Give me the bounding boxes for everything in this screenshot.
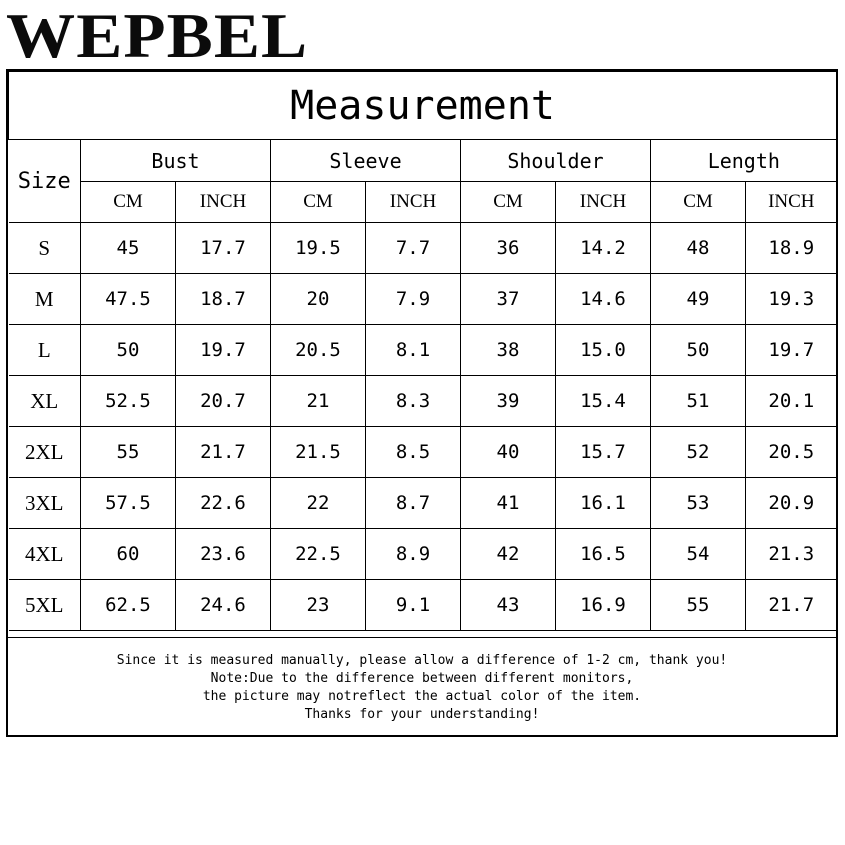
value-cell: 21.5 [271, 427, 366, 478]
table-row [9, 478, 837, 529]
brand-logo: WEPBEL [6, 0, 309, 71]
note-line: Note:Due to the difference between different monitors, [210, 671, 634, 686]
value-cell: 43 [461, 580, 556, 631]
value-cell: 16.5 [556, 529, 651, 580]
value-cell: 20.7 [176, 376, 271, 427]
group-header-bust: Bust [81, 140, 271, 182]
table-row [9, 529, 837, 580]
value-cell: 37 [461, 274, 556, 325]
value-cell: 38 [461, 325, 556, 376]
size-cell: 2XL [9, 427, 81, 478]
value-cell: 8.7 [366, 478, 461, 529]
table-row [9, 376, 837, 427]
value-cell: 8.9 [366, 529, 461, 580]
value-cell: 21.3 [746, 529, 837, 580]
table-row [9, 325, 837, 376]
value-cell: 52.5 [81, 376, 176, 427]
value-cell: 19.7 [176, 325, 271, 376]
value-cell: 15.4 [556, 376, 651, 427]
value-cell: 15.0 [556, 325, 651, 376]
value-cell: 14.6 [556, 274, 651, 325]
value-cell: 18.7 [176, 274, 271, 325]
value-cell: 54 [651, 529, 746, 580]
value-cell: 21.7 [176, 427, 271, 478]
size-cell: L [9, 325, 81, 376]
value-cell: 36 [461, 223, 556, 274]
value-cell: 16.9 [556, 580, 651, 631]
measurement-table [8, 71, 837, 631]
value-cell: 50 [651, 325, 746, 376]
value-cell: 15.7 [556, 427, 651, 478]
value-cell: 53 [651, 478, 746, 529]
value-cell: 8.5 [366, 427, 461, 478]
unit-header: CM [461, 182, 556, 223]
size-header: Size [9, 140, 81, 223]
table-row [9, 427, 837, 478]
unit-header: CM [651, 182, 746, 223]
value-cell: 20.1 [746, 376, 837, 427]
value-cell: 41 [461, 478, 556, 529]
value-cell: 7.9 [366, 274, 461, 325]
group-header-length: Length [651, 140, 837, 182]
value-cell: 57.5 [81, 478, 176, 529]
unit-header: INCH [746, 182, 837, 223]
unit-header: INCH [366, 182, 461, 223]
group-header-shoulder: Shoulder [461, 140, 651, 182]
value-cell: 22.5 [271, 529, 366, 580]
value-cell: 20.5 [746, 427, 837, 478]
note-line: the picture may notreflect the actual color of the item. [202, 689, 642, 704]
value-cell: 22 [271, 478, 366, 529]
value-cell: 20.9 [746, 478, 837, 529]
note-line: Thanks for your understanding! [304, 707, 540, 722]
note-line: Since it is measured manually, please allow a difference of 1-2 cm, thank you! [116, 653, 728, 668]
value-cell: 42 [461, 529, 556, 580]
value-cell: 62.5 [81, 580, 176, 631]
size-chart [6, 69, 838, 737]
size-cell: S [9, 223, 81, 274]
value-cell: 52 [651, 427, 746, 478]
value-cell: 23 [271, 580, 366, 631]
table-row [9, 223, 837, 274]
size-cell: XL [9, 376, 81, 427]
unit-header: CM [81, 182, 176, 223]
group-header-sleeve: Sleeve [271, 140, 461, 182]
value-cell: 7.7 [366, 223, 461, 274]
value-cell: 23.6 [176, 529, 271, 580]
value-cell: 60 [81, 529, 176, 580]
value-cell: 22.6 [176, 478, 271, 529]
value-cell: 45 [81, 223, 176, 274]
value-cell: 55 [651, 580, 746, 631]
value-cell: 40 [461, 427, 556, 478]
size-cell: M [9, 274, 81, 325]
value-cell: 19.7 [746, 325, 837, 376]
size-cell: 5XL [9, 580, 81, 631]
unit-header: CM [271, 182, 366, 223]
value-cell: 17.7 [176, 223, 271, 274]
value-cell: 24.6 [176, 580, 271, 631]
value-cell: 49 [651, 274, 746, 325]
value-cell: 14.2 [556, 223, 651, 274]
value-cell: 20.5 [271, 325, 366, 376]
value-cell: 20 [271, 274, 366, 325]
value-cell: 16.1 [556, 478, 651, 529]
value-cell: 48 [651, 223, 746, 274]
table-row [9, 580, 837, 631]
notes-block [8, 637, 836, 735]
value-cell: 21 [271, 376, 366, 427]
size-cell: 4XL [9, 529, 81, 580]
value-cell: 8.1 [366, 325, 461, 376]
table-title: Measurement [9, 72, 837, 140]
value-cell: 18.9 [746, 223, 837, 274]
value-cell: 19.5 [271, 223, 366, 274]
size-cell: 3XL [9, 478, 81, 529]
value-cell: 50 [81, 325, 176, 376]
value-cell: 47.5 [81, 274, 176, 325]
value-cell: 19.3 [746, 274, 837, 325]
value-cell: 21.7 [746, 580, 837, 631]
unit-header: INCH [556, 182, 651, 223]
value-cell: 39 [461, 376, 556, 427]
table-row [9, 274, 837, 325]
value-cell: 55 [81, 427, 176, 478]
value-cell: 9.1 [366, 580, 461, 631]
value-cell: 8.3 [366, 376, 461, 427]
unit-header: INCH [176, 182, 271, 223]
value-cell: 51 [651, 376, 746, 427]
